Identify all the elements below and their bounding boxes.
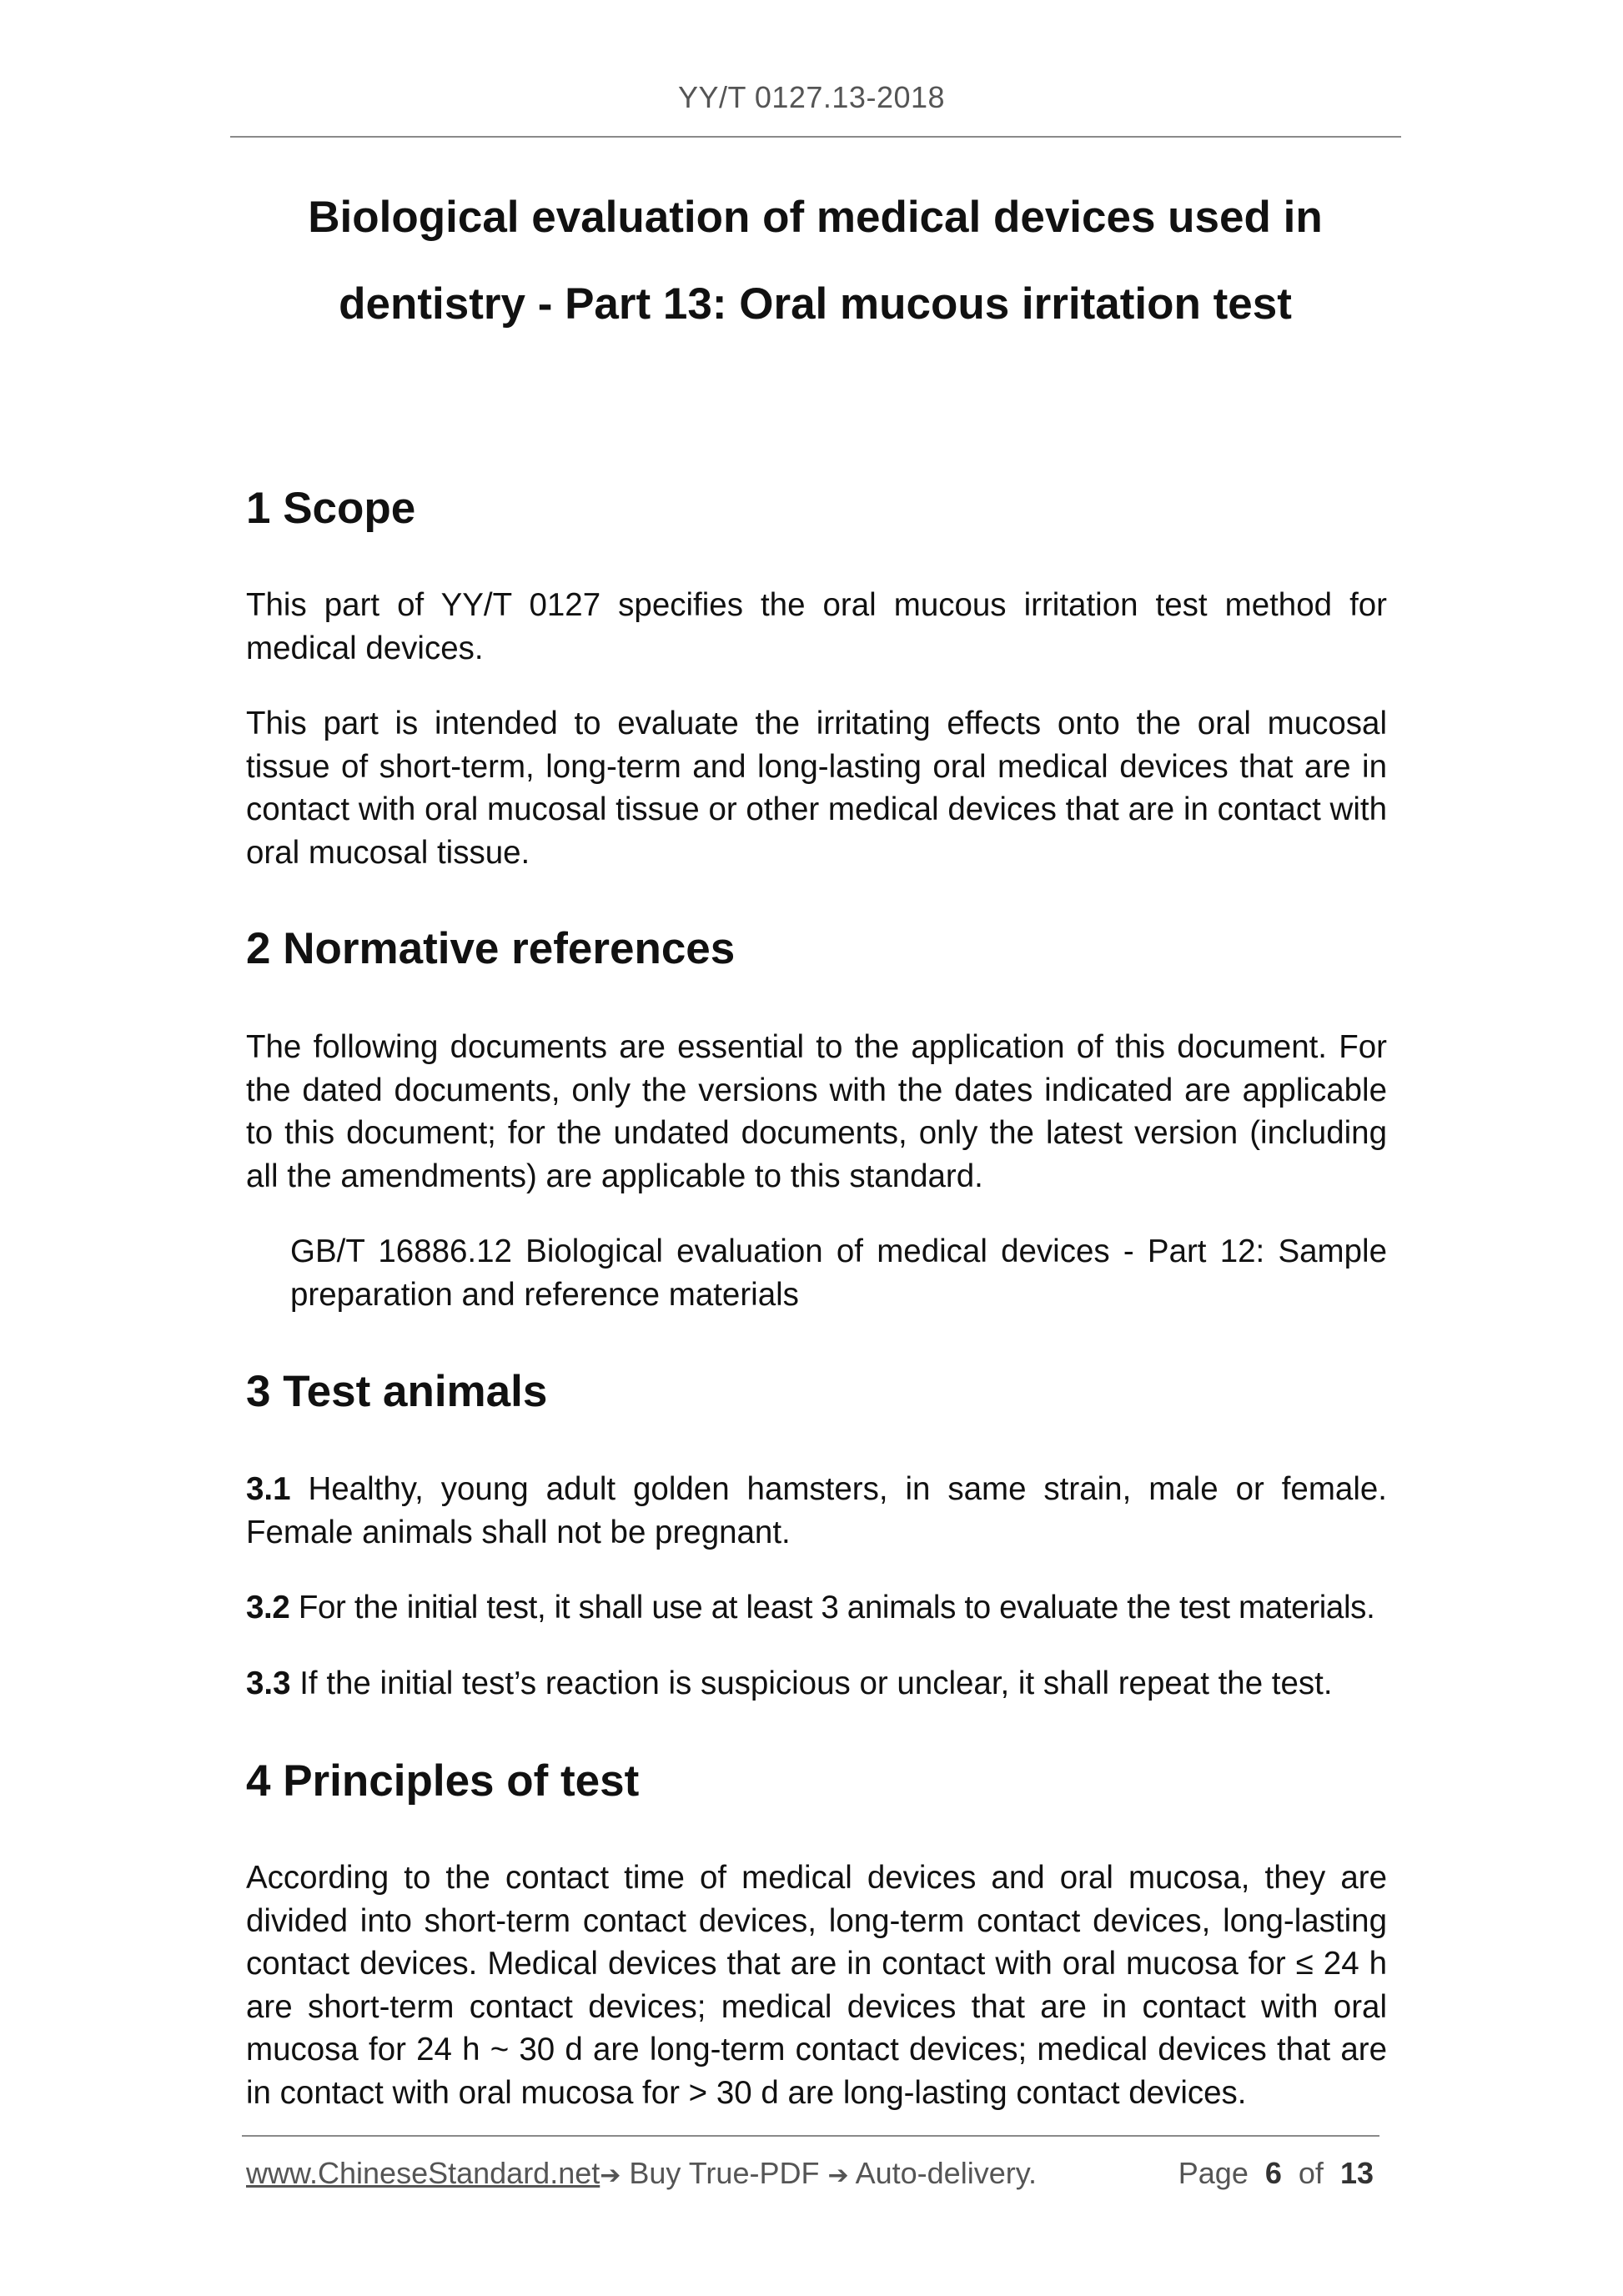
document-title-line-2: dentistry - Part 13: Oral mucous irritation test <box>339 279 1292 329</box>
clause-3-1 <box>246 1468 1387 1554</box>
page-total: 13 <box>1339 2156 1374 2190</box>
clause-text: Healthy, young adult golden hamsters, in same strain, male or female. Female animals shall not be pregnant. <box>246 1471 1387 1550</box>
clause-3-2 <box>246 1586 1374 1630</box>
header-divider <box>230 136 1401 138</box>
section-heading-normative-references: 2 Normative references <box>246 924 736 973</box>
scope-paragraph-1: This part of YY/T 0127 specifies the oral mucous irritation test method for medical devices. <box>246 587 1387 666</box>
chinesestandard-link[interactable]: www.ChineseStandard.net <box>246 2156 600 2190</box>
principles-paragraph: According to the contact time of medical devices and oral mucosa, they are divided into short-term contact devices, long-term contact devices, long-lasting contact devices. Medical devices that are in contact with oral mucosa for ≤ 24 h are short-term contact devices; medical devices that are in contact with oral mucosa for 24 h ~ 30 d are long-term contact devices; medical devices that are in contact with oral mucosa for > 30 d are long-lasting contact devices. <box>246 1860 1387 2111</box>
auto-delivery-text: Auto-delivery. <box>848 2156 1038 2190</box>
buy-true-pdf-text: Buy True-PDF <box>621 2156 828 2190</box>
document-code-header: YY/T 0127.13-2018 <box>677 80 946 114</box>
normative-paragraph: The following documents are essential to the application of this document. For the dated documents, only the versions with the dates indicated are applicable to this document; for the undated documents, only the latest version (including all the amendments) are applicable to this standard. <box>246 1029 1387 1194</box>
footer-divider <box>242 2135 1379 2137</box>
section-heading-principles-of-test: 4 Principles of test <box>246 1756 640 1806</box>
clause-number: 3.2 <box>246 1590 290 1625</box>
right-arrow-icon: ➔ <box>600 2161 621 2190</box>
clause-number: 3.3 <box>246 1665 291 1701</box>
clause-text: If the initial test’s reaction is suspicious or unclear, it shall repeat the test. <box>290 1665 1333 1701</box>
right-arrow-icon: ➔ <box>827 2161 849 2190</box>
page-current: 6 <box>1264 2156 1282 2190</box>
page-footer <box>246 2154 1379 2195</box>
section-heading-scope: 1 Scope <box>246 484 416 533</box>
document-title-line-1: Biological evaluation of medical devices used in <box>308 193 1323 242</box>
normative-reference-item: GB/T 16886.12 Biological evaluation of medical devices - Part 12: Sample preparation and reference materials <box>290 1233 1387 1313</box>
clause-3-3 <box>246 1662 1333 1706</box>
page-of: of <box>1298 2156 1324 2190</box>
clause-number: 3.1 <box>246 1471 291 1507</box>
scope-paragraph-2: This part is intended to evaluate the irritating effects onto the oral mucosal tissue of short-term, long-term and long-lasting oral medical devices that are in contact with oral mucosal tissue or other medical devices that are in contact with oral mucosal tissue. <box>246 706 1387 871</box>
clause-text: For the initial test, it shall use at least 3 animals to evaluate the test materials. <box>289 1590 1375 1625</box>
page-indicator <box>1178 2154 1374 2193</box>
page-label: Page <box>1178 2156 1249 2190</box>
section-heading-test-animals: 3 Test animals <box>246 1367 548 1416</box>
